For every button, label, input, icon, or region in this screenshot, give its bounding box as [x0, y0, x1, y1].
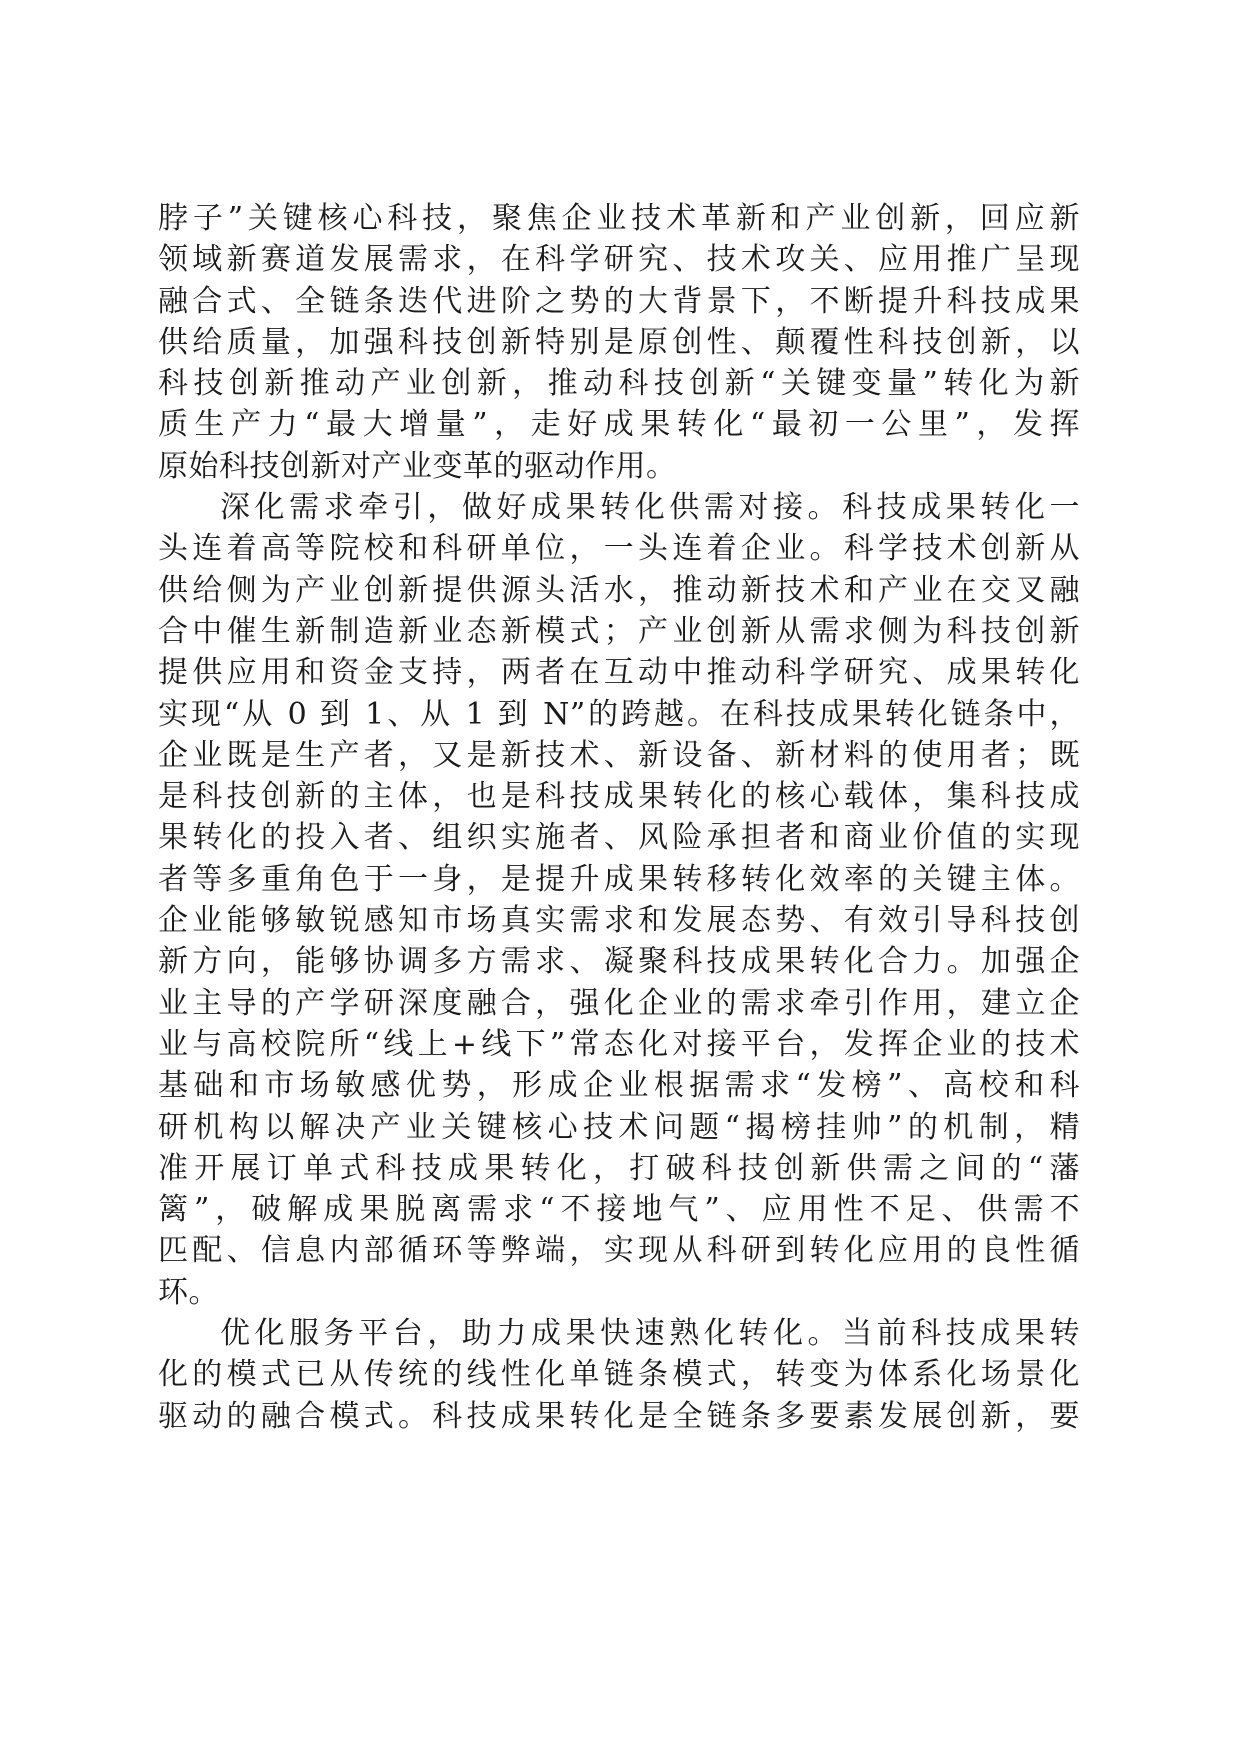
text-line: 提供应用和资金支持，两者在互动中推动科学研究、成果转化: [158, 655, 1080, 691]
text-line: 科技创新推动产业创新，推动科技创新“关键变量”转化为新: [158, 366, 1080, 402]
document-page: [158, 198, 1080, 1437]
text-line: 篱”，破解成果脱离需求“不接地气”、应用性不足、供需不: [158, 1192, 1080, 1228]
text-line: 环。: [158, 1274, 219, 1310]
text-line: 脖子”关键核心科技，聚焦企业技术革新和产业创新，回应新: [158, 201, 1080, 236]
text-line: 匹配、信息内部循环等弊端，实现从科研到转化应用的良性循: [158, 1233, 1080, 1269]
text-line: 驱动的融合模式。科技成果转化是全链条多要素发展创新，要: [158, 1398, 1080, 1434]
text-line: 原始科技创新对产业变革的驱动作用。: [158, 448, 677, 484]
paragraph-1: [158, 198, 1080, 487]
text-line: 企业既是生产者，又是新技术、新设备、新材料的使用者；既: [158, 737, 1080, 773]
text-line: 深化需求牵引，做好成果转化供需对接。科技成果转化一: [220, 490, 1080, 526]
text-line: 是科技创新的主体，也是科技成果转化的核心载体，集科技成: [158, 779, 1080, 815]
text-line: 供给质量，加强科技创新特别是原创性、颠覆性科技创新，以: [158, 324, 1080, 360]
text-line: 供给侧为产业创新提供源头活水，推动新技术和产业在交叉融: [158, 572, 1080, 608]
text-line: 新方向，能够协调多方需求、凝聚科技成果转化合力。加强企: [158, 944, 1080, 980]
text-line: 业与高校院所“线上+线下”常态化对接平台，发挥企业的技术: [158, 1026, 1080, 1062]
text-line: 业主导的产学研深度融合，强化企业的需求牵引作用，建立企: [158, 985, 1080, 1021]
text-line: 化的模式已从传统的线性化单链条模式，转变为体系化场景化: [158, 1357, 1080, 1393]
paragraph-3: [158, 1313, 1080, 1437]
text-line: 企业能够敏锐感知市场真实需求和发展态势、有效引导科技创: [158, 903, 1080, 939]
text-line: 者等多重角色于一身，是提升成果转移转化效率的关键主体。: [158, 861, 1080, 897]
text-line: 领域新赛道发展需求，在科学研究、技术攻关、应用推广呈现: [158, 242, 1080, 278]
text-line: 优化服务平台，助力成果快速熟化转化。当前科技成果转: [220, 1316, 1080, 1352]
text-line: 基础和市场敏感优势，形成企业根据需求“发榜”、高校和科: [158, 1068, 1080, 1104]
text-line: 实现“从 0 到 1、从 1 到 N”的跨越。在科技成果转化链条中，: [158, 696, 1080, 732]
paragraph-2: [158, 487, 1080, 1313]
text-line: 头连着高等院校和科研单位，一头连着企业。科学技术创新从: [158, 531, 1080, 567]
text-line: 质生产力“最大增量”，走好成果转化“最初一公里”，发挥: [158, 407, 1080, 443]
text-line: 研机构以解决产业关键核心技术问题“揭榜挂帅”的机制，精: [158, 1109, 1080, 1145]
text-line: 合中催生新制造新业态新模式；产业创新从需求侧为科技创新: [158, 613, 1080, 649]
text-line: 融合式、全链条迭代进阶之势的大背景下，不断提升科技成果: [158, 283, 1080, 319]
text-line: 果转化的投入者、组织实施者、风险承担者和商业价值的实现: [158, 820, 1080, 856]
text-line: 准开展订单式科技成果转化，打破科技创新供需之间的“藩: [158, 1150, 1080, 1186]
